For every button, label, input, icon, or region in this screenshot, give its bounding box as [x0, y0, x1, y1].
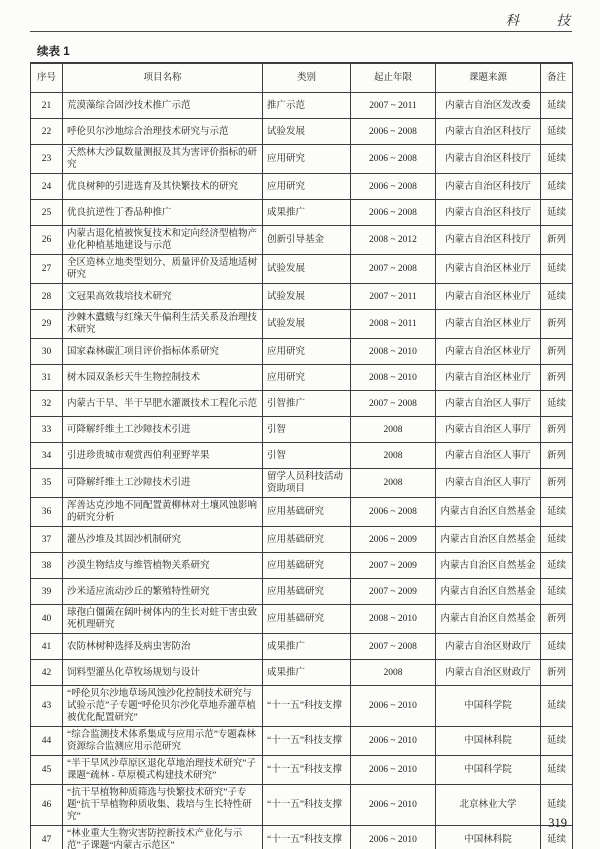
row-years: 2006 ~ 2008 [351, 200, 436, 226]
table-row [31, 686, 573, 727]
row-note: 新列 [541, 443, 573, 469]
row-years: 2006 ~ 2008 [351, 498, 436, 527]
row-serial-number: 22 [31, 119, 63, 145]
row-note: 延续 [541, 498, 573, 527]
row-years: 2006 ~ 2008 [351, 145, 436, 174]
row-note: 延续 [541, 284, 573, 310]
row-category: 试验发展 [263, 284, 351, 310]
row-source: 内蒙古自治区自然基金 [436, 579, 541, 605]
row-years: 2007 ~ 2011 [351, 284, 436, 310]
row-source: 内蒙古自治区人事厅 [436, 417, 541, 443]
row-category: 引智 [263, 443, 351, 469]
table-row [31, 226, 573, 255]
row-source: 内蒙古自治区科技厅 [436, 226, 541, 255]
table-row [31, 200, 573, 226]
row-note: 延续 [541, 174, 573, 200]
row-serial-number: 41 [31, 634, 63, 660]
col-header-source: 课题来源 [436, 63, 541, 93]
row-category: 引智 [263, 417, 351, 443]
row-project-name: “半干旱风沙草原区退化草地治理技术研究”子课题“疏林 - 草原模式构建技术研究” [63, 756, 263, 785]
row-years: 2007 ~ 2008 [351, 255, 436, 284]
row-project-name: 文冠果高效栽培技术研究 [63, 284, 263, 310]
row-category: “十一五”科技支撑 [263, 785, 351, 826]
row-serial-number: 29 [31, 310, 63, 339]
row-note: 延续 [541, 686, 573, 727]
row-serial-number: 37 [31, 527, 63, 553]
row-serial-number: 26 [31, 226, 63, 255]
row-years: 2006 ~ 2008 [351, 174, 436, 200]
row-category: 成果推广 [263, 200, 351, 226]
row-source: 内蒙古自治区科技厅 [436, 174, 541, 200]
row-note: 延续 [541, 145, 573, 174]
row-source: 内蒙古自治区财政厅 [436, 634, 541, 660]
row-source: 内蒙古自治区发改委 [436, 93, 541, 119]
row-category: 留学人员科技活动资助项目 [263, 469, 351, 498]
row-years: 2006 ~ 2010 [351, 785, 436, 826]
row-years: 2008 ~ 2010 [351, 605, 436, 634]
row-category: “十一五”科技支撑 [263, 756, 351, 785]
table-row [31, 284, 573, 310]
row-years: 2008 [351, 660, 436, 686]
row-note: 延续 [541, 119, 573, 145]
row-category: 成果推广 [263, 634, 351, 660]
table-row [31, 443, 573, 469]
row-note: 延续 [541, 785, 573, 826]
row-serial-number: 27 [31, 255, 63, 284]
table-header [31, 63, 573, 93]
row-category: 应用研究 [263, 365, 351, 391]
row-years: 2006 ~ 2009 [351, 527, 436, 553]
row-serial-number: 33 [31, 417, 63, 443]
row-project-name: 呼伦贝尔沙地综合治理技术研究与示范 [63, 119, 263, 145]
row-years: 2006 ~ 2010 [351, 727, 436, 756]
table-row [31, 119, 573, 145]
row-serial-number: 30 [31, 339, 63, 365]
row-years: 2006 ~ 2010 [351, 756, 436, 785]
projects-table [30, 62, 573, 849]
row-project-name: 优良树种的引进选育及其快繁技术的研究 [63, 174, 263, 200]
table-row [31, 727, 573, 756]
row-project-name: 引进珍贵城市观赏西伯利亚野苹果 [63, 443, 263, 469]
row-category: 创新引导基金 [263, 226, 351, 255]
row-note: 新列 [541, 310, 573, 339]
row-serial-number: 34 [31, 443, 63, 469]
row-years: 2006 ~ 2008 [351, 119, 436, 145]
row-note: 延续 [541, 579, 573, 605]
row-source: 内蒙古自治区自然基金 [436, 527, 541, 553]
row-years: 2007 ~ 2011 [351, 93, 436, 119]
row-project-name: 沙米适应流动沙丘的繁殖特性研究 [63, 579, 263, 605]
row-serial-number: 32 [31, 391, 63, 417]
table-row [31, 417, 573, 443]
row-category: 应用基础研究 [263, 553, 351, 579]
table-row [31, 310, 573, 339]
table-row [31, 365, 573, 391]
row-source: 内蒙古自治区林业厅 [436, 365, 541, 391]
row-serial-number: 21 [31, 93, 63, 119]
row-project-name: 优良抗逆性丁香品种推广 [63, 200, 263, 226]
row-source: 内蒙古自治区林业厅 [436, 339, 541, 365]
row-years: 2006 ~ 2010 [351, 826, 436, 849]
row-source: 内蒙古自治区人事厅 [436, 443, 541, 469]
row-project-name: “综合监测技术体系集成与应用示范”专题森林资源综合监测应用示范研究 [63, 727, 263, 756]
row-category: 应用研究 [263, 339, 351, 365]
row-project-name: 浑善达克沙地不同配置黄柳林对土壤风蚀影响的研究分析 [63, 498, 263, 527]
row-serial-number: 24 [31, 174, 63, 200]
row-category: “十一五”科技支撑 [263, 727, 351, 756]
row-note: 延续 [541, 553, 573, 579]
table-row [31, 339, 573, 365]
row-note: 延续 [541, 826, 573, 849]
row-project-name: 内蒙古退化植被恢复技术和定向经济型植物产业化种植基地建设与示范 [63, 226, 263, 255]
row-years: 2006 ~ 2010 [351, 686, 436, 727]
table-row [31, 527, 573, 553]
row-source: 内蒙古自治区人事厅 [436, 469, 541, 498]
row-source: 内蒙古自治区自然基金 [436, 553, 541, 579]
table-row [31, 93, 573, 119]
row-source: 北京林业大学 [436, 785, 541, 826]
col-header-note: 备注 [541, 63, 573, 93]
row-serial-number: 44 [31, 727, 63, 756]
row-note: 延续 [541, 200, 573, 226]
row-note: 新列 [541, 469, 573, 498]
table-row [31, 605, 573, 634]
row-source: 内蒙古自治区财政厅 [436, 660, 541, 686]
row-years: 2007 ~ 2009 [351, 553, 436, 579]
row-project-name: “呼伦贝尔沙地草场风蚀沙化控制技术研究与试验示范”子专题“呼伦贝尔沙化草地乔灌草植被优化配置研究” [63, 686, 263, 727]
row-note: 新列 [541, 339, 573, 365]
row-serial-number: 38 [31, 553, 63, 579]
row-category: 应用基础研究 [263, 605, 351, 634]
continued-table-label: 续表 1 [37, 46, 70, 58]
row-source: 内蒙古自治区科技厅 [436, 145, 541, 174]
row-project-name: 内蒙古干旱、半干旱肥水灌溉技术工程化示范 [63, 391, 263, 417]
col-header-years: 起止年限 [351, 63, 436, 93]
row-category: 成果推广 [263, 660, 351, 686]
row-source: 内蒙古自治区林业厅 [436, 310, 541, 339]
row-source: 内蒙古自治区科技厅 [436, 119, 541, 145]
row-project-name: 沙漠生物结皮与维管植物关系研究 [63, 553, 263, 579]
row-years: 2007 ~ 2009 [351, 579, 436, 605]
table-row [31, 469, 573, 498]
row-note: 延续 [541, 634, 573, 660]
row-note: 延续 [541, 255, 573, 284]
row-project-name: “林业重大生物灾害防控新技术产业化与示范”子课题“内蒙古示范区” [63, 826, 263, 849]
table-row [31, 756, 573, 785]
row-category: 应用基础研究 [263, 579, 351, 605]
table-body [31, 93, 573, 849]
table-row [31, 579, 573, 605]
row-years: 2008 ~ 2011 [351, 310, 436, 339]
row-project-name: 天然林大沙鼠数量测报及其为害评价指标的研究 [63, 145, 263, 174]
row-years: 2008 [351, 443, 436, 469]
row-serial-number: 39 [31, 579, 63, 605]
row-project-name: 饲料型灌丛化草牧场规划与设计 [63, 660, 263, 686]
row-note: 延续 [541, 727, 573, 756]
row-serial-number: 35 [31, 469, 63, 498]
col-header-serial: 序号 [31, 63, 63, 93]
row-serial-number: 47 [31, 826, 63, 849]
row-serial-number: 42 [31, 660, 63, 686]
table-row [31, 255, 573, 284]
row-serial-number: 23 [31, 145, 63, 174]
row-category: 试验发展 [263, 310, 351, 339]
col-header-project-name: 项目名称 [63, 63, 263, 93]
row-category: 应用基础研究 [263, 498, 351, 527]
row-source: 中国科学院 [436, 686, 541, 727]
row-years: 2008 [351, 417, 436, 443]
row-project-name: 全区造林立地类型划分、质量评价及适地适树研究 [63, 255, 263, 284]
row-serial-number: 36 [31, 498, 63, 527]
row-category: 引智推广 [263, 391, 351, 417]
row-years: 2008 ~ 2010 [351, 339, 436, 365]
row-category: 试验发展 [263, 119, 351, 145]
col-header-category: 类别 [263, 63, 351, 93]
row-project-name: 树木园双条杉天牛生物控制技术 [63, 365, 263, 391]
row-source: 内蒙古自治区林业厅 [436, 255, 541, 284]
row-years: 2008 [351, 469, 436, 498]
row-note: 新列 [541, 660, 573, 686]
row-serial-number: 43 [31, 686, 63, 727]
row-serial-number: 28 [31, 284, 63, 310]
row-note: 延续 [541, 391, 573, 417]
table-row [31, 660, 573, 686]
row-project-name: 荒漠藻综合固沙技术推广示范 [63, 93, 263, 119]
row-years: 2007 ~ 2008 [351, 391, 436, 417]
row-serial-number: 45 [31, 756, 63, 785]
table-row [31, 174, 573, 200]
row-category: 试验发展 [263, 255, 351, 284]
table-row [31, 391, 573, 417]
table-row [31, 498, 573, 527]
row-note: 新列 [541, 605, 573, 634]
row-source: 中国林科院 [436, 826, 541, 849]
row-category: “十一五”科技支撑 [263, 686, 351, 727]
row-source: 内蒙古自治区自然基金 [436, 498, 541, 527]
row-project-name: 沙棘木蠹蛾与红缘天牛偏利生活关系及治理技术研究 [63, 310, 263, 339]
table-row [31, 553, 573, 579]
row-category: “十一五”科技支撑 [263, 826, 351, 849]
page-number: 319 [548, 816, 567, 830]
row-project-name: 可降解纤维土工沙障技术引进 [63, 469, 263, 498]
row-project-name: 国家森林碳汇项目评价指标体系研究 [63, 339, 263, 365]
row-source: 内蒙古自治区人事厅 [436, 391, 541, 417]
row-project-name: 灌丛沙堆及其固沙机制研究 [63, 527, 263, 553]
row-years: 2008 ~ 2012 [351, 226, 436, 255]
row-source: 内蒙古自治区自然基金 [436, 605, 541, 634]
row-serial-number: 46 [31, 785, 63, 826]
row-years: 2007 ~ 2008 [351, 634, 436, 660]
row-serial-number: 31 [31, 365, 63, 391]
row-serial-number: 40 [31, 605, 63, 634]
row-source: 中国林科院 [436, 727, 541, 756]
row-note: 新列 [541, 365, 573, 391]
row-source: 中国科学院 [436, 756, 541, 785]
row-category: 应用研究 [263, 145, 351, 174]
row-category: 应用研究 [263, 174, 351, 200]
row-project-name: 可降解纤维土工沙障技术引进 [63, 417, 263, 443]
row-source: 内蒙古自治区科技厅 [436, 200, 541, 226]
header-rule [30, 31, 572, 32]
table-row [31, 785, 573, 826]
row-source: 内蒙古自治区林业厅 [436, 284, 541, 310]
row-project-name: “抗干旱植物种质筛选与快繁技术研究”子专题“抗干旱植物种质收集、栽培与生长特性研究” [63, 785, 263, 826]
row-note: 新列 [541, 417, 573, 443]
table-row [31, 826, 573, 849]
row-years: 2008 ~ 2010 [351, 365, 436, 391]
row-note: 新列 [541, 226, 573, 255]
row-project-name: 球孢白僵菌在阔叶树体内的生长对蛀干害虫致死机理研究 [63, 605, 263, 634]
row-project-name: 农防林树种选择及病虫害防治 [63, 634, 263, 660]
table-header-row [31, 63, 573, 93]
table-row [31, 634, 573, 660]
row-note: 延续 [541, 527, 573, 553]
table-row [31, 145, 573, 174]
row-category: 应用基础研究 [263, 527, 351, 553]
row-note: 延续 [541, 756, 573, 785]
row-category: 推广示范 [263, 93, 351, 119]
row-serial-number: 25 [31, 200, 63, 226]
running-head: 科 技 [505, 13, 582, 28]
row-note: 延续 [541, 93, 573, 119]
